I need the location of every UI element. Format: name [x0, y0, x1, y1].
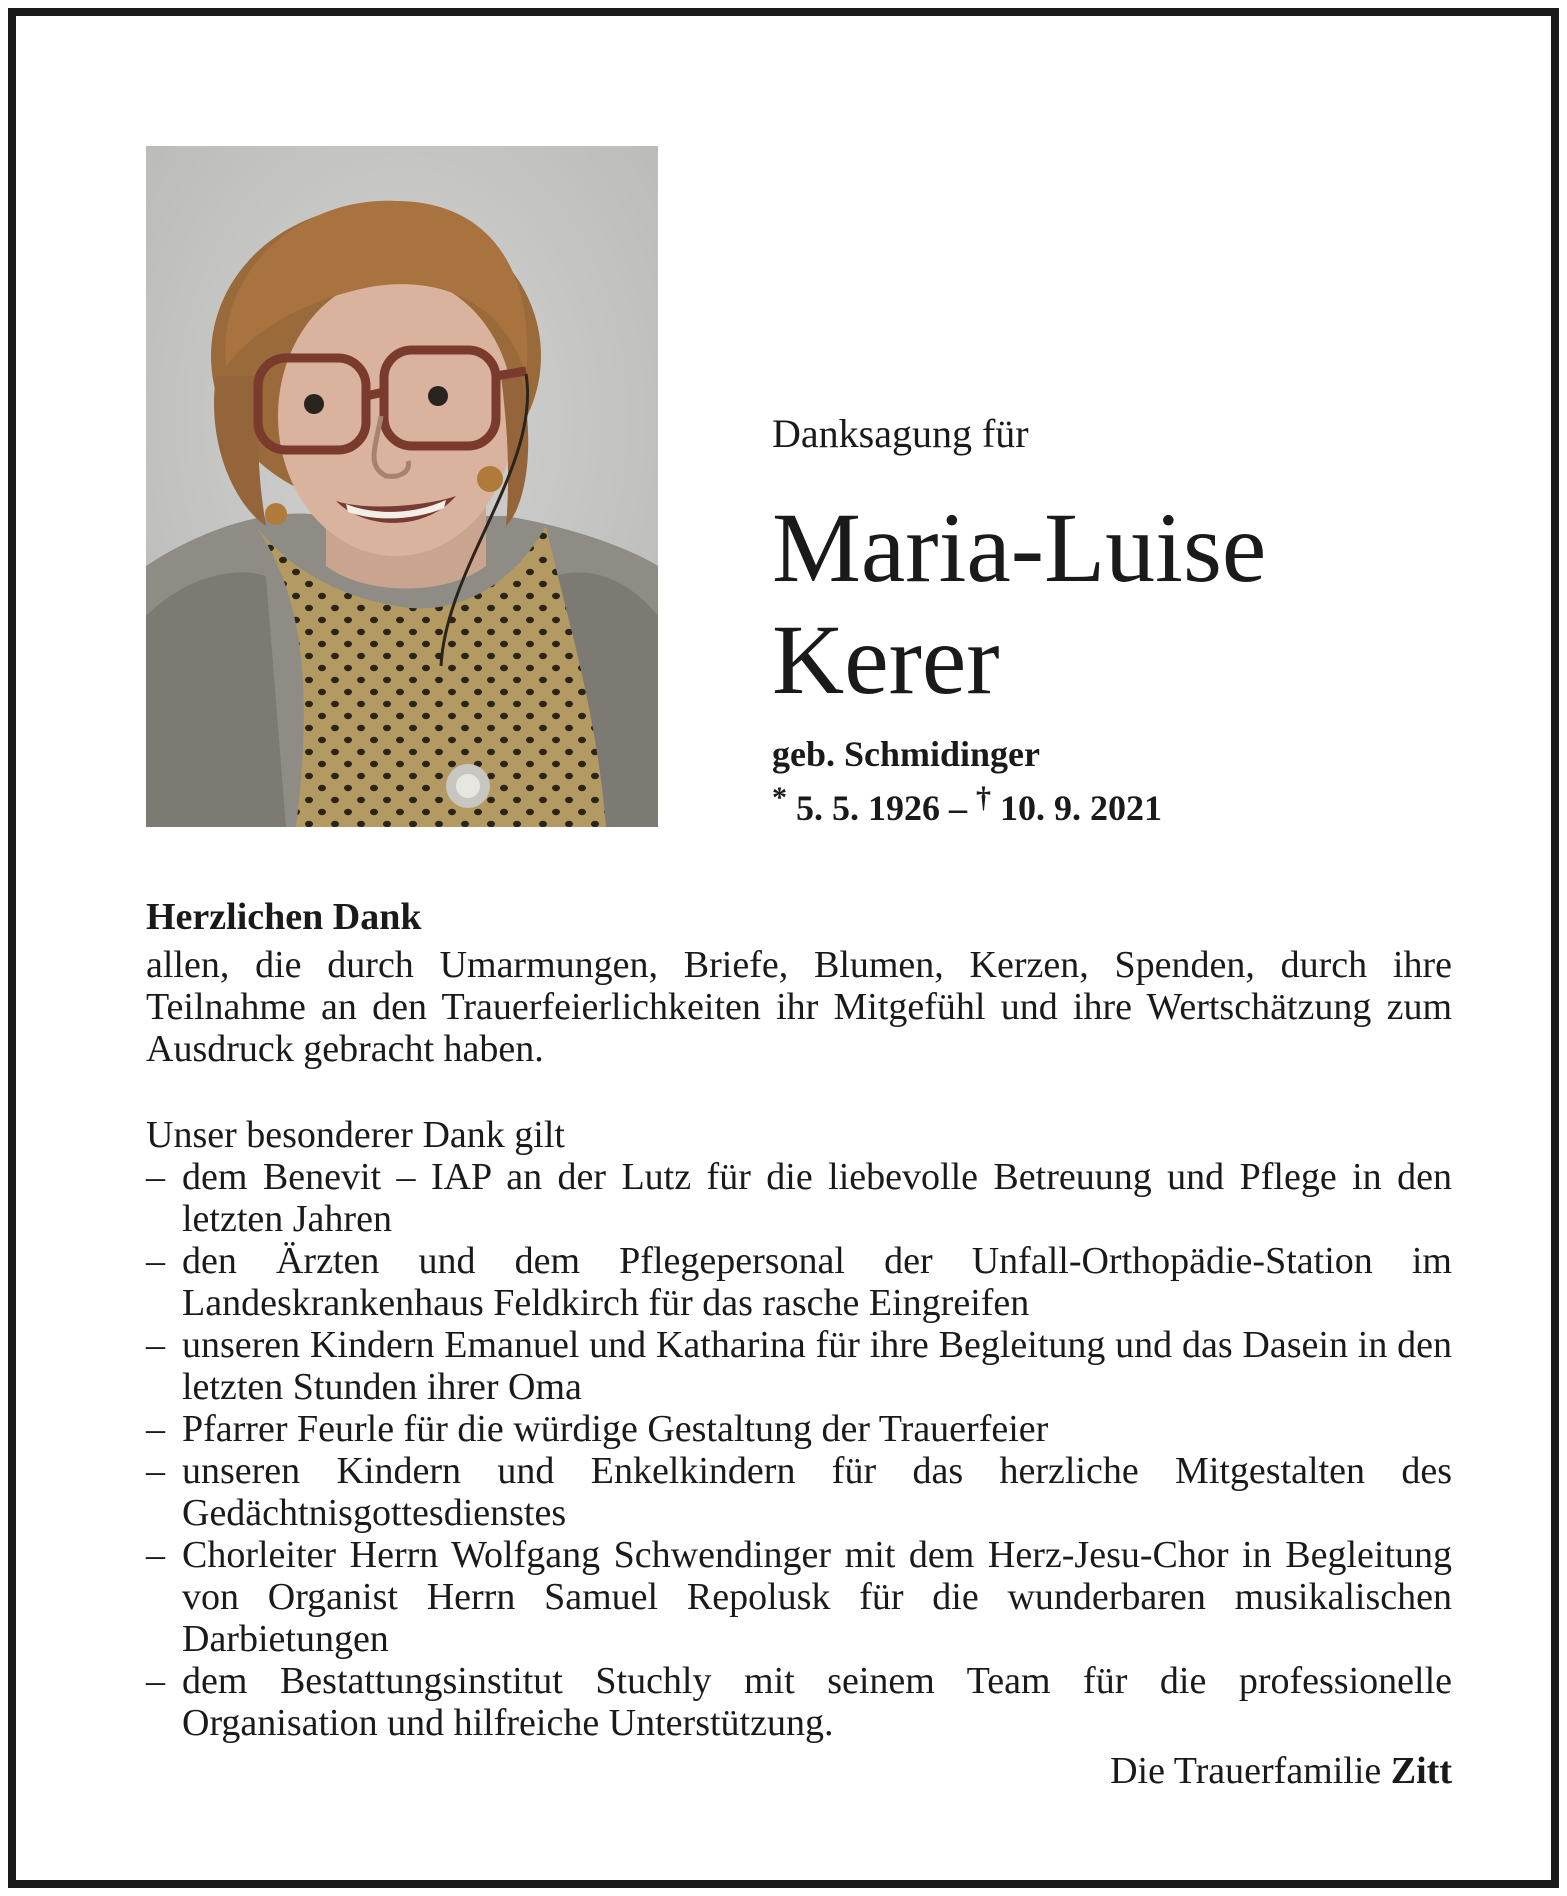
dash-marker: – — [146, 1156, 165, 1198]
portrait-illustration — [146, 146, 658, 827]
thanks-heading: Herzlichen Dank — [146, 896, 422, 938]
first-name: Maria-Luise — [772, 492, 1267, 603]
list-item-text: Pfarrer Feurle für die würdige Gestaltung der Trauerfeier — [182, 1408, 1049, 1450]
died-symbol: † — [976, 781, 991, 814]
list-item-text: unseren Kindern und Enkelkindern für das herzliche Mitgestalten des Gedächtnisgottesdienstes — [182, 1450, 1452, 1534]
notice-body — [146, 896, 1452, 1792]
intro-line: Danksagung für — [772, 411, 1029, 456]
list-item — [146, 1660, 1452, 1744]
dash-marker: – — [146, 1450, 165, 1492]
thanks-list — [146, 1156, 1452, 1744]
list-item-text: unseren Kindern Emanuel und Katharina für ihre Begleitung und das Dasein in den letzten Stunden ihrer Oma — [182, 1324, 1452, 1408]
list-item — [146, 1450, 1452, 1534]
dash-marker: – — [146, 1240, 165, 1282]
death-date: 10. 9. 2021 — [1000, 788, 1162, 828]
portrait-photo — [146, 146, 658, 827]
birth-name: geb. Schmidinger — [772, 734, 1041, 774]
family-name: Zitt — [1390, 1750, 1452, 1792]
date-separator: – — [940, 788, 976, 828]
list-item — [146, 1534, 1452, 1660]
birth-date: 5. 5. 1926 — [796, 788, 940, 828]
thanks-paragraph: allen, die durch Umarmungen, Briefe, Blumen, Kerzen, Spenden, durch ihre Teilnahme an den Trauerfeierlichkeiten ihr Mitgefühl und ihre Wertschätzung zum Ausdruck gebracht haben. — [146, 944, 1452, 1070]
dash-marker: – — [146, 1534, 165, 1576]
deceased-name — [772, 492, 1492, 716]
list-item — [146, 1324, 1452, 1408]
signoff — [146, 1750, 1452, 1792]
dash-marker: – — [146, 1324, 165, 1366]
dash-marker: – — [146, 1660, 165, 1702]
list-item-text: dem Benevit – IAP an der Lutz für die liebevolle Betreuung und Pflege in den letzten Jahren — [182, 1156, 1452, 1240]
life-dates — [772, 776, 1492, 830]
notice-frame — [8, 8, 1559, 1888]
list-item — [146, 1240, 1452, 1324]
list-item-text: Chorleiter Herrn Wolfgang Schwendinger mit dem Herz-Jesu-Chor in Begleitung von Organist Herrn Samuel Repolusk für die wunderbaren musikalischen Darbietungen — [182, 1534, 1452, 1660]
notice-header — [772, 408, 1492, 830]
list-item — [146, 1156, 1452, 1240]
special-thanks-heading: Unser besonderer Dank gilt — [146, 1114, 565, 1156]
list-item-text: dem Bestattungsinstitut Stuchly mit seinem Team für die professionelle Organisation und hilfreiche Unterstützung. — [182, 1660, 1452, 1744]
dash-marker: – — [146, 1408, 165, 1450]
signoff-prefix: Die Trauerfamilie — [1110, 1750, 1391, 1792]
list-item-text: den Ärzten und dem Pflegepersonal der Unfall-Orthopädie-Station im Landeskrankenhaus Feldkirch für das rasche Eingreifen — [182, 1240, 1452, 1324]
list-item — [146, 1408, 1452, 1450]
born-symbol: * — [772, 781, 787, 814]
last-name: Kerer — [772, 604, 1000, 715]
